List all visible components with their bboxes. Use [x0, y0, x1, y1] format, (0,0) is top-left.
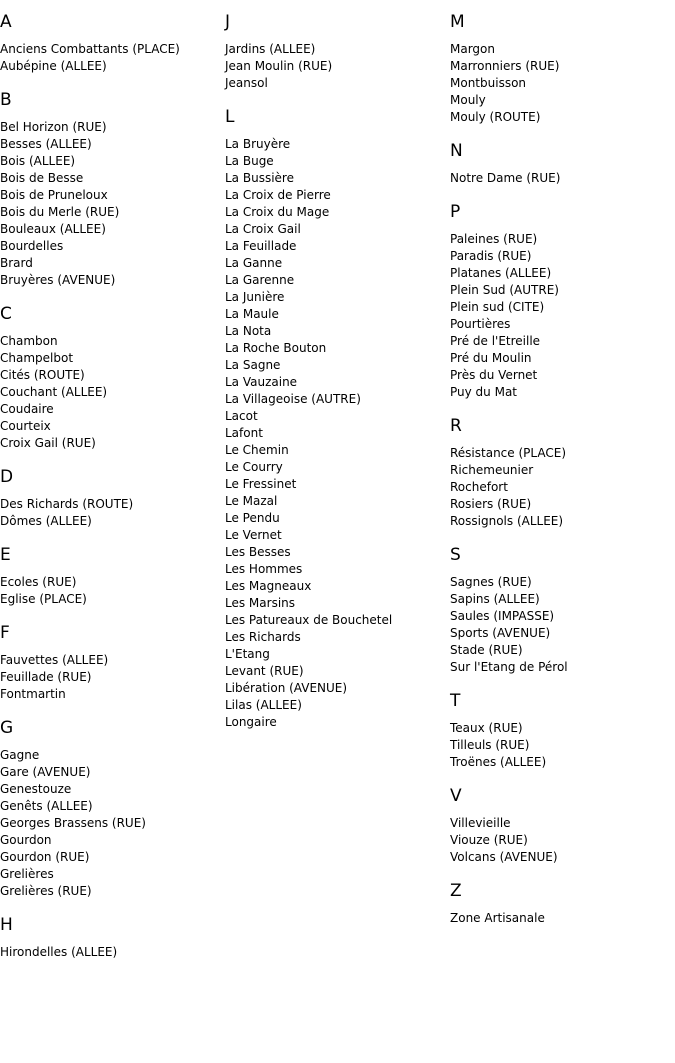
street-entry: La Junière	[225, 290, 285, 304]
street-entry: Puy du Mat	[450, 385, 517, 399]
street-list	[0, 333, 225, 452]
street-entry: Le Fressinet	[225, 477, 297, 491]
street-list	[450, 170, 675, 187]
letter-group	[225, 11, 450, 92]
letter-heading: E	[0, 545, 11, 565]
street-list	[450, 815, 675, 866]
street-entry: La Feuillade	[225, 239, 297, 253]
street-list	[450, 910, 675, 927]
letter-heading: B	[0, 90, 12, 110]
street-entry: Le Chemin	[225, 443, 289, 457]
letter-heading: P	[450, 202, 461, 222]
street-entry: Zone Artisanale	[450, 911, 545, 925]
street-entry: Courteix	[0, 419, 51, 433]
street-entry: La Maule	[225, 307, 279, 321]
street-list	[225, 136, 450, 731]
street-entry: La Villageoise (AUTRE)	[225, 392, 361, 406]
letter-group	[0, 303, 225, 452]
street-list	[0, 944, 225, 961]
street-entry: Feuillade (RUE)	[0, 670, 92, 684]
street-entry: Brard	[0, 256, 33, 270]
letter-heading: D	[0, 467, 14, 487]
street-entry: La Sagne	[225, 358, 281, 372]
street-entry: Bruyères (AVENUE)	[0, 273, 116, 287]
street-list	[0, 652, 225, 703]
letter-group	[450, 690, 675, 771]
street-entry: Le Courry	[225, 460, 283, 474]
street-entry: Gourdon (RUE)	[0, 850, 90, 864]
street-entry: Mouly	[450, 93, 486, 107]
letter-heading: N	[450, 141, 463, 161]
street-entry: Jeansol	[225, 76, 268, 90]
street-entry: Lacot	[225, 409, 258, 423]
index-column	[225, 0, 450, 745]
street-entry: Les Besses	[225, 545, 291, 559]
street-entry: Résistance (PLACE)	[450, 446, 566, 460]
street-list	[450, 41, 675, 126]
street-entry: Sapins (ALLEE)	[450, 592, 540, 606]
street-entry: Bel Horizon (RUE)	[0, 120, 107, 134]
street-entry: Teaux (RUE)	[450, 721, 523, 735]
street-entry: La Croix du Mage	[225, 205, 330, 219]
street-entry: Bouleaux (ALLEE)	[0, 222, 106, 236]
street-entry: Plein sud (CITE)	[450, 300, 545, 314]
street-entry: Rosiers (RUE)	[450, 497, 532, 511]
street-entry: Couchant (ALLEE)	[0, 385, 108, 399]
street-entry: Villevieille	[450, 816, 511, 830]
street-entry: Chambon	[0, 334, 58, 348]
letter-group	[225, 106, 450, 731]
street-entry: Georges Brassens (RUE)	[0, 816, 146, 830]
street-entry: Saules (IMPASSE)	[450, 609, 555, 623]
street-entry: Marronniers (RUE)	[450, 59, 560, 73]
street-entry: Bois de Pruneloux	[0, 188, 108, 202]
street-entry: Bourdelles	[0, 239, 64, 253]
letter-heading: L	[225, 107, 235, 127]
street-entry: La Bruyère	[225, 137, 291, 151]
street-entry: Libération (AVENUE)	[225, 681, 348, 695]
street-entry: Coudaire	[0, 402, 54, 416]
street-entry: Lafont	[225, 426, 263, 440]
street-entry: Paleines (RUE)	[450, 232, 538, 246]
street-entry: Les Marsins	[225, 596, 296, 610]
street-entry: Eglise (PLACE)	[0, 592, 87, 606]
letter-group	[0, 89, 225, 289]
street-entry: Platanes (ALLEE)	[450, 266, 552, 280]
street-entry: Pré du Moulin	[450, 351, 532, 365]
street-entry: Les Patureaux de Bouchetel	[225, 613, 393, 627]
street-entry: Gourdon	[0, 833, 52, 847]
street-entry: Les Richards	[225, 630, 301, 644]
letter-heading: F	[0, 623, 10, 643]
street-entry: Longaire	[225, 715, 277, 729]
street-entry: Viouze (RUE)	[450, 833, 528, 847]
street-entry: Bois (ALLEE)	[0, 154, 76, 168]
street-entry: Le Vernet	[225, 528, 282, 542]
street-entry: Ecoles (RUE)	[0, 575, 77, 589]
street-entry: Pré de l'Etreille	[450, 334, 541, 348]
street-list	[0, 747, 225, 900]
street-entry: Pourtières	[450, 317, 511, 331]
street-entry: Grelières	[0, 867, 54, 881]
letter-group	[0, 11, 225, 75]
street-list	[450, 445, 675, 530]
street-entry: La Croix de Pierre	[225, 188, 331, 202]
street-list	[225, 41, 450, 92]
letter-heading: M	[450, 12, 465, 32]
letter-group	[450, 544, 675, 676]
street-entry: Lilas (ALLEE)	[225, 698, 302, 712]
street-entry: Aubépine (ALLEE)	[0, 59, 107, 73]
street-entry: Troënes (ALLEE)	[450, 755, 547, 769]
street-entry: Plein Sud (AUTRE)	[450, 283, 559, 297]
street-list	[450, 231, 675, 401]
street-entry: Gare (AVENUE)	[0, 765, 91, 779]
street-entry: Anciens Combattants (PLACE)	[0, 42, 180, 56]
letter-heading: V	[450, 786, 462, 806]
street-entry: Mouly (ROUTE)	[450, 110, 541, 124]
street-entry: Paradis (RUE)	[450, 249, 532, 263]
street-entry: Croix Gail (RUE)	[0, 436, 96, 450]
street-entry: Près du Vernet	[450, 368, 538, 382]
letter-group	[0, 717, 225, 900]
letter-group	[0, 466, 225, 530]
street-entry: La Buge	[225, 154, 274, 168]
letter-heading: S	[450, 545, 461, 565]
letter-heading: C	[0, 304, 12, 324]
index-column	[450, 0, 675, 941]
letter-group	[450, 201, 675, 401]
street-list	[450, 574, 675, 676]
street-entry: Rochefort	[450, 480, 508, 494]
street-entry: Les Magneaux	[225, 579, 312, 593]
street-list	[0, 496, 225, 530]
street-entry: Cités (ROUTE)	[0, 368, 85, 382]
letter-heading: J	[225, 12, 231, 32]
street-list	[0, 119, 225, 289]
street-entry: Jean Moulin (RUE)	[225, 59, 333, 73]
street-entry: La Vauzaine	[225, 375, 298, 389]
street-entry: Fauvettes (ALLEE)	[0, 653, 109, 667]
street-entry: La Bussière	[225, 171, 294, 185]
letter-heading: R	[450, 416, 462, 436]
street-entry: Grelières (RUE)	[0, 884, 92, 898]
street-entry: Champelbot	[0, 351, 74, 365]
letter-group	[450, 11, 675, 126]
letter-heading: H	[0, 915, 13, 935]
street-entry: Jardins (ALLEE)	[225, 42, 316, 56]
street-entry: Levant (RUE)	[225, 664, 304, 678]
letter-group	[0, 622, 225, 703]
street-entry: Sur l'Etang de Pérol	[450, 660, 568, 674]
index-column	[0, 0, 225, 975]
street-entry: Genestouze	[0, 782, 72, 796]
street-entry: Volcans (AVENUE)	[450, 850, 558, 864]
street-list	[450, 720, 675, 771]
street-entry: Les Hommes	[225, 562, 303, 576]
street-list	[0, 41, 225, 75]
street-list	[0, 574, 225, 608]
street-entry: Bois de Besse	[0, 171, 84, 185]
street-entry: Stade (RUE)	[450, 643, 523, 657]
letter-group	[0, 914, 225, 961]
letter-heading: A	[0, 12, 12, 32]
letter-group	[0, 544, 225, 608]
street-entry: La Nota	[225, 324, 272, 338]
street-entry: Margon	[450, 42, 495, 56]
street-entry: Genêts (ALLEE)	[0, 799, 93, 813]
street-entry: La Roche Bouton	[225, 341, 327, 355]
street-entry: Montbuisson	[450, 76, 527, 90]
letter-heading: Z	[450, 881, 462, 901]
street-entry: Tilleuls (RUE)	[450, 738, 530, 752]
letter-group	[450, 140, 675, 187]
street-entry: Le Pendu	[225, 511, 280, 525]
letter-heading: G	[0, 718, 14, 738]
street-entry: Sports (AVENUE)	[450, 626, 551, 640]
street-entry: Notre Dame (RUE)	[450, 171, 561, 185]
letter-group	[450, 880, 675, 927]
street-entry: Besses (ALLEE)	[0, 137, 92, 151]
street-entry: Fontmartin	[0, 687, 66, 701]
letter-heading: T	[450, 691, 461, 711]
street-entry: La Ganne	[225, 256, 283, 270]
street-entry: La Croix Gail	[225, 222, 301, 236]
street-entry: Richemeunier	[450, 463, 534, 477]
letter-group	[450, 415, 675, 530]
street-entry: Hirondelles (ALLEE)	[0, 945, 118, 959]
street-entry: La Garenne	[225, 273, 295, 287]
street-entry: Gagne	[0, 748, 40, 762]
street-entry: Des Richards (ROUTE)	[0, 497, 134, 511]
street-entry: Bois du Merle (RUE)	[0, 205, 120, 219]
letter-group	[450, 785, 675, 866]
street-entry: Sagnes (RUE)	[450, 575, 532, 589]
street-entry: Rossignols (ALLEE)	[450, 514, 564, 528]
street-entry: L'Etang	[225, 647, 270, 661]
street-entry: Dômes (ALLEE)	[0, 514, 92, 528]
street-entry: Le Mazal	[225, 494, 278, 508]
